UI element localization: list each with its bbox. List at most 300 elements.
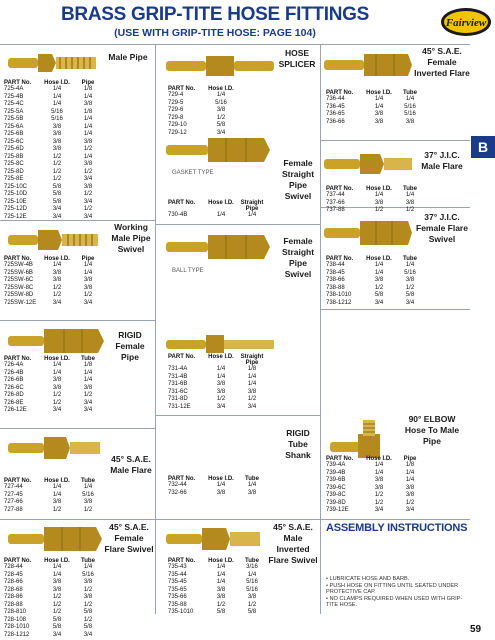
table-row [168,389,318,397]
hose-id: 3/8 [52,146,62,152]
end-size: 1/4 [83,153,93,160]
elbow-caption: 90° ELBOW Hose To Male Pipe [404,414,460,446]
part-number: 727-44 [4,484,23,490]
col-header-hose: Hose I.D. [208,86,234,92]
hose-id: 1/4 [216,373,226,380]
jic-male-flare-image [324,150,414,178]
end-size: 1/2 [83,146,93,152]
end-size: 1/2 [83,168,93,175]
table-row [4,199,154,207]
col-header-part: PART No. [4,356,32,362]
assembly-step: • NO CLAMPS REQUIRED WHEN USED WITH GRIP-TITE HOSE. [326,595,463,609]
end-size: 1/4 [247,212,257,218]
table-row [168,490,318,498]
part-number: 735-66 [168,594,187,600]
table-row [4,632,154,640]
male-pipe-table [4,80,154,221]
col-header-end: Tube [403,256,417,262]
section-tab: B [471,136,495,158]
end-size: 3/16 [246,564,258,570]
table-row [4,161,154,169]
hose-id: 3/8 [374,111,384,117]
end-size: 3/8 [405,492,415,498]
end-size: 3/8 [83,594,93,600]
end-size: 3/8 [83,161,93,167]
part-number: 735-65 [168,586,187,593]
part-number: 738-1010 [326,292,352,298]
hose-id: 3/8 [216,586,226,593]
table-row [4,154,154,162]
part-number: 738-44 [326,262,345,268]
hose-id: 1/2 [52,153,62,160]
hose-id: 1/4 [374,469,384,476]
table-row [168,92,318,100]
part-number: 738-66 [326,277,345,283]
table-row [326,470,466,478]
hose-id: 3/8 [216,594,226,600]
end-size: 1/4 [405,96,415,102]
table-row [326,300,466,308]
part-number: 725-6D [4,146,24,152]
col-header-end: Straight Pipe [240,200,264,212]
col-header-hose: Hose I.D. [208,558,234,564]
hose-id: 3/4 [52,407,62,413]
end-size: 3/8 [83,277,93,283]
part-number: 726-6C [4,384,24,391]
end-size: 5/8 [83,609,93,615]
col-header-part: PART No. [4,256,32,262]
part-number: 729-5 [168,99,184,106]
part-number: 729-10 [168,122,187,128]
part-number: 728-68 [4,586,23,593]
part-number: 728-1010 [4,624,30,630]
part-number: 735-44 [168,571,187,578]
part-number: 732-66 [168,489,187,496]
end-size: 1/4 [405,262,415,268]
part-number: 737-66 [326,199,345,206]
end-size: 1/8 [83,86,93,92]
table-row [168,130,318,138]
part-number: 725SW-6C [4,277,34,283]
table-row [168,564,318,572]
table-row [168,396,318,404]
end-size: 1/4 [83,123,93,130]
end-size: 1/4 [405,192,415,198]
end-size: 1/2 [405,207,415,213]
end-size: 3/8 [83,138,93,145]
col-header-hose: Hose I.D. [44,478,70,484]
end-size: 1/4 [83,262,93,268]
part-number: 729-4 [168,92,184,98]
col-header-hose: Hose I.D. [208,476,234,482]
hose-id: 1/4 [374,462,384,468]
end-size: 5/8 [405,292,415,298]
col-header-end: Straight Pipe [240,354,264,366]
hose-splicer-table [168,86,318,137]
col-header-end: Pipe [81,256,95,262]
table-row [4,101,154,109]
ball-type-label: BALL TYPE [172,268,204,274]
col-header-hose: Hose I.D. [44,80,70,86]
end-size: 1/4 [83,369,93,376]
table-row [326,292,466,300]
end-size: 3/8 [247,594,257,600]
col-header-end: Tube [403,186,417,192]
hose-id: 1/4 [216,571,226,578]
table-row [4,507,154,515]
hose-id: 1/4 [216,92,226,98]
col-header-part: PART No. [326,186,354,192]
part-number: 730-4B [168,212,188,218]
end-size: 3/8 [405,277,415,283]
table-row [4,594,154,602]
end-size: 5/16 [404,269,416,276]
end-size: 1/2 [83,616,93,623]
end-size: 1/8 [83,108,93,115]
table-row [326,104,466,112]
hose-id: 1/2 [52,176,62,182]
end-size: 3/4 [83,213,93,220]
end-size: 5/16 [246,586,258,593]
end-size: 5/16 [404,103,416,110]
hose-id: 3/4 [374,507,384,513]
end-size: 1/2 [405,499,415,506]
table-row [4,94,154,102]
table-row [168,404,318,412]
end-size: 1/4 [83,484,93,490]
hose-id: 3/4 [52,213,62,220]
part-number: 726-8D [4,392,24,398]
end-size: 1/8 [247,366,257,372]
col-header-end: Tube [245,476,259,482]
part-number: 731-6C [168,388,188,395]
hose-id: 1/2 [52,161,62,167]
table-row [4,617,154,625]
hose-id: 1/2 [52,168,62,175]
col-header-part: PART No. [326,256,354,262]
col-header-end: Pipe [403,456,417,462]
hose-id: 1/4 [52,564,62,570]
sae-male-inverted-table [168,558,318,617]
hose-id: 3/8 [52,579,62,585]
part-number: 728-88 [4,601,23,608]
gasket-pipe-caption: Female Straight Pipe Swivel [281,158,315,201]
end-size: 5/16 [82,491,94,498]
part-number: 728-86 [4,594,23,600]
col-header-part: PART No. [4,80,32,86]
hose-id: 1/4 [216,564,226,570]
col-header-end: Tube [245,558,259,564]
page-number: 59 [470,624,482,635]
table-row [4,214,154,222]
table-row [4,139,154,147]
end-size: 1/4 [83,131,93,137]
table-row [168,482,318,490]
table-row [4,270,154,278]
part-number: 731-4B [168,373,188,380]
part-number: 729-8 [168,114,184,121]
end-size: 3/8 [83,284,93,291]
part-number: 726-6B [4,377,24,383]
part-number: 725-12E [4,213,27,220]
col-header-hose: Hose I.D. [208,200,234,206]
table-row [168,366,318,374]
end-size: 1/4 [405,477,415,483]
table-row [4,206,154,214]
end-size: 1/8 [83,362,93,368]
table-row [168,594,318,602]
end-size: 1/2 [247,601,257,608]
part-number: 735-45 [168,579,187,585]
table-row [4,564,154,572]
table-row [4,385,154,393]
part-number: 726-8E [4,399,24,406]
svg-text:Fairview: Fairview [445,17,487,29]
hose-id: 5/8 [52,191,62,197]
hose-id: 3/4 [52,206,62,212]
col-header-part: PART No. [4,478,32,484]
part-number: 728-66 [4,579,23,585]
hose-id: 1/4 [374,262,384,268]
part-number: 726-12E [4,407,27,413]
hose-id: 1/2 [52,284,62,291]
col-header-part: PART No. [168,200,196,206]
table-row [326,270,466,278]
hose-id: 5/16 [215,99,227,106]
end-size: 1/4 [83,564,93,570]
table-row [4,262,154,270]
table-row [4,184,154,192]
rigid-tube-caption: RIGID Tube Shank [285,428,311,460]
end-size: 1/2 [247,396,257,402]
hose-id: 5/8 [52,624,62,630]
hose-id: 5/8 [216,122,226,128]
part-number: 735-88 [168,601,187,608]
end-size: 3/8 [83,183,93,190]
table-row [326,485,466,493]
col-header-end: Tube [403,90,417,96]
part-number: 726-4B [4,369,24,376]
sae-male-flare-caption: 45° S.A.E. Male Flare [110,454,152,475]
table-row [168,602,318,610]
jic-female-swivel-caption: 37° J.I.C. Female Flare Swivel [416,212,468,244]
end-size: 3/4 [405,299,415,306]
end-size: 5/8 [83,624,93,630]
table-row [4,86,154,94]
table-row [168,572,318,580]
table-row [326,462,466,470]
assembly-step: • PUSH HOSE ON FITTING UNTIL SEATED UNDER PROTECTIVE CAP. [326,582,459,596]
table-row [4,587,154,595]
part-number: 731-12E [168,403,191,410]
part-number: 725-10D [4,191,28,197]
part-number: 729-6 [168,107,184,113]
jic-female-table [326,256,466,307]
end-size: 3/4 [83,407,93,413]
table-row [4,579,154,587]
part-number: 725-4B [4,93,24,100]
table-header [168,354,318,366]
hose-id: 1/4 [216,579,226,585]
hose-id: 1/4 [216,366,226,372]
part-number: 737-88 [326,207,345,213]
hose-id: 3/4 [52,631,62,638]
table-row [326,262,466,270]
part-number: 735-43 [168,564,187,570]
part-number: 725-8D [4,168,24,175]
hose-id: 1/4 [52,86,62,92]
end-size: 5/8 [247,609,257,615]
part-number: 725-4A [4,86,24,92]
col-header-part: PART No. [168,86,196,92]
hose-id: 3/4 [52,299,62,306]
table-row [326,111,466,119]
brand-logo [440,6,492,38]
table-row [168,100,318,108]
col-header-part: PART No. [168,476,196,482]
working-swivel-caption: Working Male Pipe Swivel [111,222,151,254]
table-row [4,407,154,415]
end-size: 1/4 [247,482,257,488]
hose-id: 1/2 [216,114,226,121]
hose-id: 1/2 [374,207,384,213]
hose-id: 3/8 [52,277,62,283]
hose-id: 1/4 [374,103,384,110]
hose-id: 1/4 [52,369,62,376]
col-header-end: Tube [81,356,95,362]
hose-id: 3/8 [374,477,384,483]
end-size: 3/8 [405,484,415,491]
table-row [326,285,466,293]
part-number: 736-45 [326,103,345,110]
end-size: 1/4 [247,381,257,387]
hose-id: 3/8 [216,489,226,496]
part-number: 736-65 [326,111,345,117]
table-row [4,277,154,285]
hose-id: 5/8 [52,198,62,205]
part-number: 727-45 [4,491,23,498]
part-number: 739-8D [326,499,346,506]
part-number: 739-4A [326,462,346,468]
end-size: 3/4 [83,399,93,406]
part-number: 725SW-12E [4,299,37,306]
col-header-hose: Hose I.D. [44,356,70,362]
elbow-table [326,456,466,515]
col-header-hose: Hose I.D. [366,186,392,192]
hose-id: 1/4 [216,212,226,218]
rigid-female-table [4,356,154,415]
table-row [4,602,154,610]
jic-female-swivel-image [324,218,414,248]
hose-id: 1/2 [216,601,226,608]
hose-id: 1/2 [374,499,384,506]
sae-female-swivel-image [8,524,108,554]
table-row [4,285,154,293]
sae-male-inverted-caption: 45° S.A.E. Male Inverted Flare Swivel [268,522,318,565]
table-row [326,507,466,515]
col-header-hose: Hose I.D. [44,256,70,262]
table-row [4,392,154,400]
part-number: 725SW-8D [4,292,34,298]
hose-id: 1/2 [52,601,62,608]
male-pipe-fitting-image [8,48,108,78]
hose-id: 1/2 [52,609,62,615]
sae-male-inverted-swivel-image [166,524,266,554]
end-size: 1/4 [247,571,257,578]
end-size: 1/2 [83,191,93,197]
hose-id: 1/2 [374,492,384,498]
end-size: 3/8 [405,199,415,206]
end-size: 3/4 [83,176,93,182]
hose-id: 3/8 [216,388,226,395]
end-size: 3/8 [83,101,93,107]
col-header-end: Tube [81,558,95,564]
hose-id: 1/2 [52,392,62,398]
table-row [4,400,154,408]
table-row [4,572,154,580]
hose-id: 1/2 [52,399,62,406]
end-size: 3/4 [83,198,93,205]
hose-id: 3/8 [52,123,62,130]
table-row [168,107,318,115]
hose-id: 1/4 [52,491,62,498]
part-number: 725SW-8C [4,284,34,291]
end-size: 1/4 [405,469,415,476]
hose-splicer-caption: HOSE SPLICER [278,48,316,69]
hose-id: 5/8 [52,616,62,623]
table-row [4,499,154,507]
col-header-hose: Hose I.D. [366,90,392,96]
gasket-female-pipe-image [166,135,276,165]
jic-male-table [326,186,466,215]
part-number: 738-45 [326,269,345,276]
hose-id: 1/4 [374,96,384,102]
end-size: 3/8 [83,579,93,585]
end-size: 1/2 [405,284,415,291]
part-number: 739-6C [326,484,346,491]
col-header-hose: Hose I.D. [44,558,70,564]
table-row [168,587,318,595]
col-header-part: PART No. [326,456,354,462]
hose-id: 3/8 [374,277,384,283]
col-header-part: PART No. [326,90,354,96]
hose-id: 3/8 [216,381,226,387]
end-size: 5/16 [404,111,416,117]
table-row [326,96,466,104]
part-number: 738-1212 [326,299,352,306]
page-subtitle: (USE WITH GRIP-TITE HOSE: PAGE 104) [114,27,316,39]
rigid-tube-table [168,476,318,497]
end-size: 5/16 [82,571,94,578]
part-number: 725-5B [4,116,24,122]
part-number: 728-108 [4,616,27,623]
hose-id: 5/8 [52,183,62,190]
part-number: 727-66 [4,499,23,505]
hose-id: 3/4 [374,299,384,306]
part-number: 735-1010 [168,609,194,615]
part-number: 725SW-4B [4,262,33,268]
hose-id: 3/8 [52,586,62,593]
end-size: 1/4 [247,373,257,380]
table-row [4,131,154,139]
part-number: 732-44 [168,482,187,488]
hose-id: 3/8 [216,107,226,113]
hose-id: 1/2 [52,594,62,600]
hose-id: 1/4 [374,192,384,198]
part-number: 739-6B [326,477,346,483]
end-size: 1/4 [83,116,93,122]
sae-female-swivel-caption: 45° S.A.E. Female Flare Swivel [104,522,154,554]
